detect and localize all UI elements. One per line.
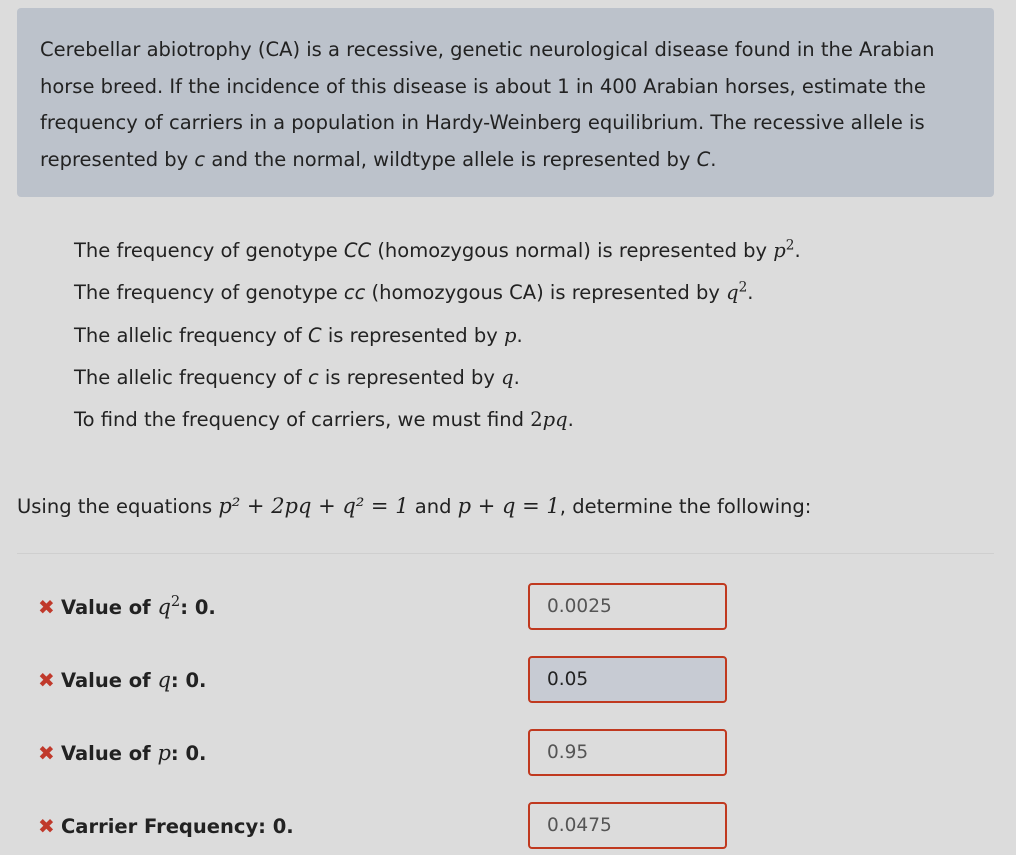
incorrect-icon: ✖ <box>38 741 55 765</box>
instructions: Using the equations p² + 2pq + q² = 1 and p + q = 1, determine the following: <box>17 494 812 518</box>
q-input[interactable] <box>528 656 727 703</box>
incorrect-icon: ✖ <box>38 814 55 838</box>
hint-genotype-cc: The frequency of genotype cc (homozygous CA) is represented by $q^2$. <box>74 279 754 305</box>
hint-list <box>74 230 974 441</box>
hint-genotype-CC: The frequency of genotype CC (homozygous normal) is represented by $p^2$. <box>74 237 801 262</box>
answer-row-carrier-frequency <box>38 802 738 850</box>
hint-carrier-frequency: To find the frequency of carriers, we must find 2pq. <box>74 408 574 432</box>
incorrect-icon: ✖ <box>38 595 55 619</box>
answer-row-p <box>38 729 738 777</box>
q-squared-input[interactable] <box>528 583 727 630</box>
answer-row-q <box>38 656 738 704</box>
math-two: 2 <box>530 408 543 432</box>
equation-hardy-weinberg: p² + 2pq + q² = 1 <box>218 494 409 518</box>
p-input[interactable] <box>528 729 727 776</box>
math-p-squared: $p^2$ <box>773 237 795 262</box>
math-q: q <box>501 365 514 389</box>
equation-allele-sum: p + q = 1 <box>457 494 560 518</box>
math-q-squared: $q^2$ <box>726 279 748 305</box>
answer-label: ✖ Value of $q^2$: 0. <box>38 583 216 631</box>
hint-allele-c: The allelic frequency of c is represented by q. <box>74 365 520 389</box>
answer-label: ✖ Value of q: 0. <box>38 656 206 704</box>
hint-allele-C: The allelic frequency of C is represented by p. <box>74 323 523 347</box>
math-p: p <box>504 323 517 347</box>
wildtype-allele-symbol: C <box>696 147 711 171</box>
recessive-allele-symbol: c <box>194 147 206 171</box>
answer-label: ✖ Value of p: 0. <box>38 729 206 777</box>
problem-text: Cerebellar abiotrophy (CA) is a recessive, genetic neurological disease found in the Arabian horse breed. If the incidence of this disease is about 1 in 400 Arabian horses, estimate the frequency of carriers in a population in Hardy-Weinberg equilibrium. The recessive allele is represented by <box>40 38 935 171</box>
carrier-frequency-input[interactable] <box>528 802 727 849</box>
problem-text-middle: and the normal, wildtype allele is represented by <box>205 147 697 171</box>
divider <box>17 553 994 554</box>
incorrect-icon: ✖ <box>38 668 55 692</box>
problem-statement: Cerebellar abiotrophy (CA) is a recessive, genetic neurological disease found in the Arabian horse breed. If the incidence of this disease is about 1 in 400 Arabian horses, estimate the frequency of carriers in a population in Hardy-Weinberg equilibrium. The recessive allele is represented by c and the normal, wildtype allele is represented by C. <box>17 8 994 197</box>
math-pq: pq <box>542 408 568 432</box>
answer-label: ✖ Carrier Frequency: 0. <box>38 802 294 850</box>
answer-row-q-squared <box>38 583 738 631</box>
